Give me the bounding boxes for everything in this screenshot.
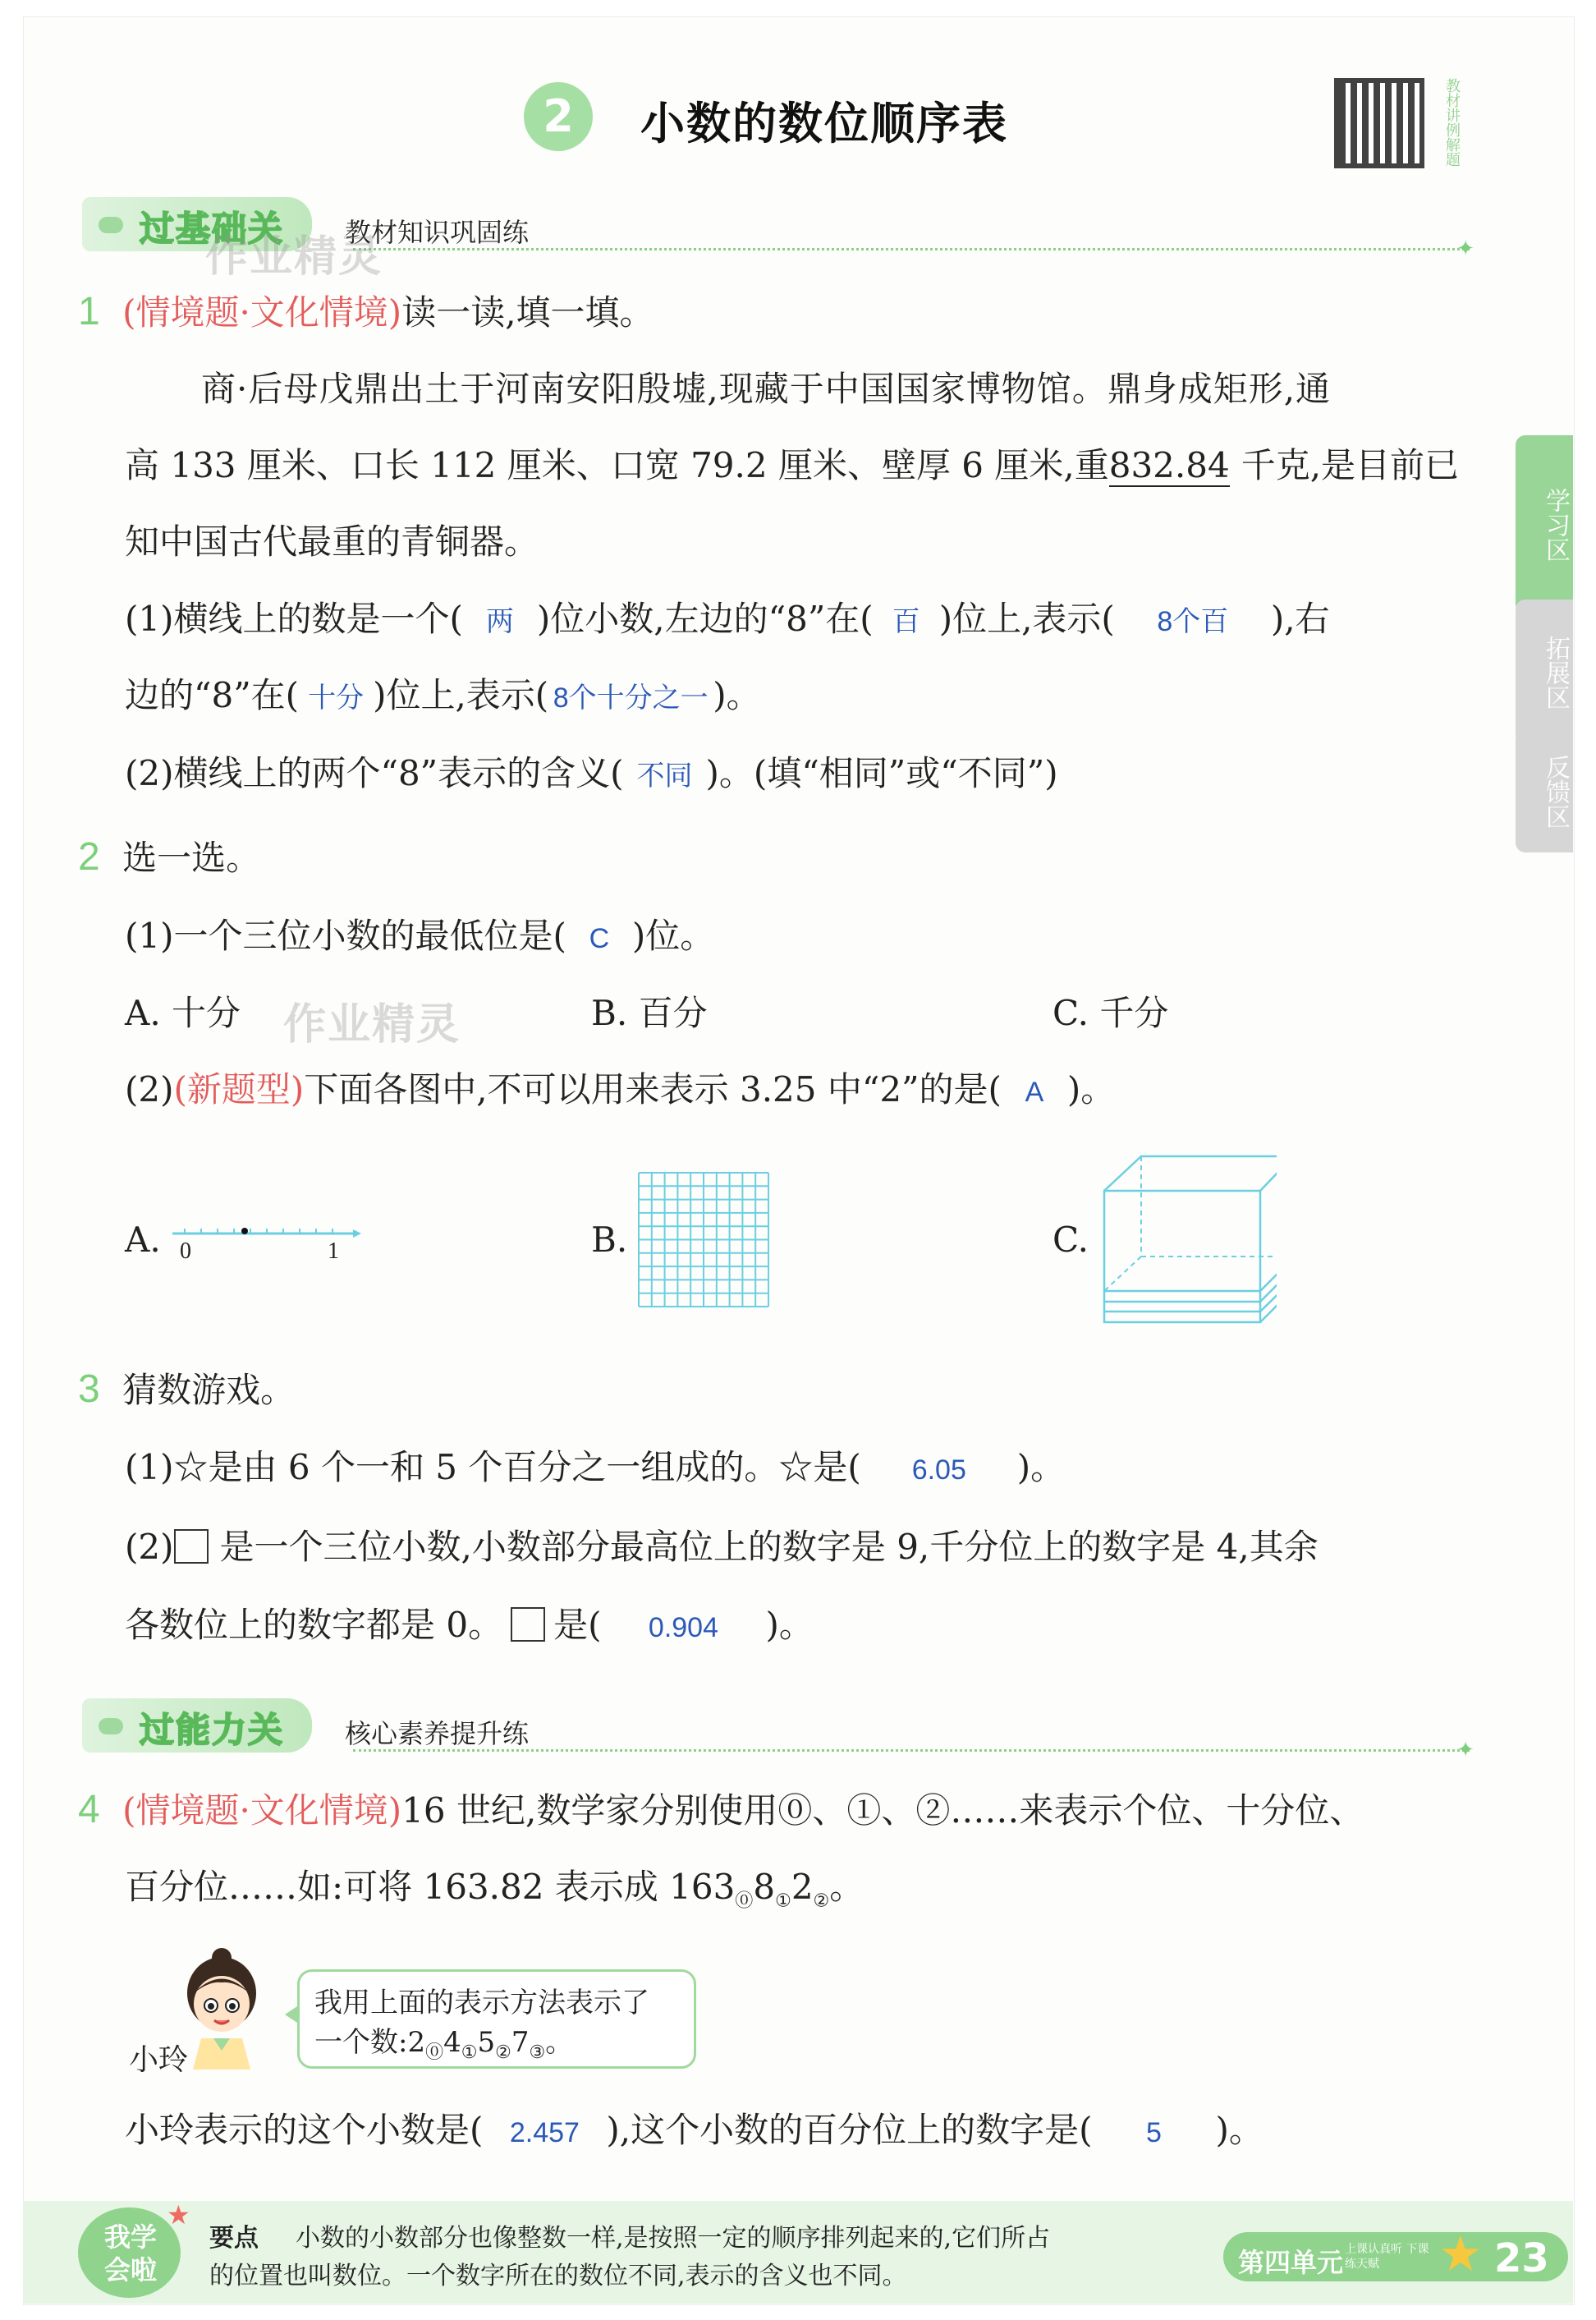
text: 千克,是目前已 bbox=[1241, 445, 1460, 485]
q1-paragraph-line1: 商·后母戊鼎出土于河南安阳殷墟,现藏于中国国家博物馆。鼎身成矩形,通 bbox=[201, 369, 1332, 409]
answer-blank[interactable]: A bbox=[1025, 1077, 1044, 1108]
text: 。 bbox=[545, 2026, 574, 2059]
number-line-figure bbox=[168, 1215, 365, 1265]
question-4-line2 bbox=[125, 1867, 864, 1921]
figure-b-label: B. bbox=[591, 1220, 628, 1260]
speech-bubble bbox=[297, 1969, 696, 2069]
answer-blank[interactable]: 8个十分之一 bbox=[553, 682, 709, 714]
star-icon: ✦ bbox=[1456, 237, 1474, 261]
text: 是一个三位小数,小数部分最高位上的数字是 9,千分位上的数字是 4,其余 bbox=[219, 1527, 1319, 1567]
q2-sub1 bbox=[125, 917, 714, 958]
star-icon: ✦ bbox=[1456, 1738, 1474, 1762]
q2-option-a[interactable]: A. 十分 bbox=[125, 993, 241, 1033]
text: ② bbox=[495, 2042, 511, 2063]
dots-icon bbox=[99, 217, 123, 233]
footer-badge bbox=[78, 2199, 190, 2298]
text: (1) bbox=[125, 1447, 174, 1487]
question-number: 2 bbox=[78, 835, 100, 879]
q3-sub2-line2 bbox=[125, 1606, 814, 1647]
text: )位小数,左边的“8”在( bbox=[536, 599, 874, 639]
star-icon: ★ bbox=[167, 2199, 190, 2230]
q1-sub1-line2 bbox=[125, 676, 761, 718]
text: ③ bbox=[529, 2042, 546, 2063]
qr-side-text: 教材讲例解题 bbox=[1443, 78, 1461, 167]
text: (2) bbox=[125, 1069, 174, 1109]
answer-blank[interactable]: 6.05 bbox=[911, 1454, 966, 1486]
watermark: 作业精灵 bbox=[283, 1000, 461, 1050]
text: )。 bbox=[713, 675, 761, 715]
character-name: 小玲 bbox=[129, 2043, 189, 2077]
text: 2 bbox=[791, 1867, 814, 1907]
answer-blank[interactable]: 0.904 bbox=[648, 1612, 719, 1643]
dotted-divider bbox=[353, 248, 1470, 250]
question-number: 1 bbox=[78, 290, 100, 333]
section-subtitle: 核心素养提升练 bbox=[345, 1718, 530, 1749]
key-point-line1: 小数的小数部分也像整数一样,是按照一定的顺序排列起来的,它们所占 bbox=[296, 2224, 1051, 2253]
question-tag: (新题型) bbox=[173, 1069, 305, 1109]
side-tab-extend[interactable]: 拓展区 bbox=[1516, 600, 1573, 746]
key-point-line2: 的位置也叫数位。一个数字所在的数位不同,表示的含义也不同。 bbox=[209, 2262, 907, 2290]
side-tab-feedback[interactable]: 反馈区 bbox=[1516, 731, 1573, 852]
answer-blank[interactable]: 十分 bbox=[308, 682, 365, 714]
square-icon bbox=[174, 1529, 209, 1564]
character-avatar bbox=[177, 1948, 267, 2071]
number-line-label-0: 0 bbox=[180, 1238, 191, 1264]
text: 是( bbox=[553, 1605, 602, 1645]
answer-blank[interactable]: 2.457 bbox=[509, 2117, 580, 2148]
q2-option-b[interactable]: B. 百分 bbox=[591, 993, 708, 1033]
figure-a-label: A. bbox=[125, 1220, 161, 1260]
section-title: 过基础关 bbox=[140, 209, 285, 249]
q1-paragraph-line2 bbox=[125, 446, 1459, 485]
text: 8 bbox=[753, 1867, 776, 1907]
text: (2) bbox=[125, 1527, 174, 1567]
text: 4 bbox=[443, 2026, 461, 2059]
text: 是由 6 个一和 5 个百分之一组成的。 bbox=[208, 1447, 779, 1487]
q1-sub1-line1 bbox=[125, 600, 1330, 641]
question-prompt: 16 世纪,数学家分别使用⓪、①、②……来表示个位、十分位、 bbox=[401, 1790, 1364, 1831]
number-line-label-1: 1 bbox=[328, 1238, 339, 1264]
text: ① bbox=[775, 1890, 791, 1912]
footer-badge-text: 我学会啦 bbox=[103, 2221, 157, 2286]
figure-c-label: C. bbox=[1053, 1220, 1089, 1260]
text: (1)横线上的数是一个( bbox=[125, 599, 463, 639]
question-1-lead bbox=[78, 292, 654, 333]
dots-icon bbox=[99, 1718, 123, 1734]
text: (1)一个三位小数的最低位是( bbox=[125, 916, 566, 956]
page-number: 23 bbox=[1494, 2235, 1549, 2281]
section-banner-ability bbox=[82, 1698, 1474, 1762]
unit-slogan: 上课认真听 下课练天赋 bbox=[1345, 2243, 1429, 2271]
question-4-line1 bbox=[78, 1790, 1364, 1831]
cube-figure bbox=[1096, 1150, 1277, 1335]
text: )。 bbox=[765, 1605, 814, 1645]
underlined-number: 832.84 bbox=[1108, 445, 1230, 485]
q1-paragraph-line3: 知中国古代最重的青铜器。 bbox=[125, 521, 539, 562]
text: ⓪ bbox=[425, 2042, 444, 2063]
text: 7 bbox=[511, 2026, 530, 2059]
text: )位。 bbox=[631, 916, 715, 956]
answer-blank[interactable]: 不同 bbox=[636, 760, 693, 792]
answer-blank[interactable]: 8个百 bbox=[1157, 606, 1229, 637]
bubble-line1: 我用上面的表示方法表示了 bbox=[314, 1987, 649, 2019]
text: 。 bbox=[829, 1867, 864, 1907]
answer-blank[interactable]: C bbox=[589, 923, 610, 954]
dotted-divider bbox=[353, 1749, 1470, 1752]
question-number: 4 bbox=[78, 1788, 100, 1831]
text: ),右 bbox=[1270, 599, 1330, 639]
q3-sub1 bbox=[125, 1448, 1065, 1490]
text: ⓪ bbox=[735, 1890, 754, 1912]
question-2-lead bbox=[78, 835, 261, 879]
text: 百分位……如:可将 163.82 表示成 163 bbox=[125, 1867, 736, 1907]
question-prompt: 读一读,填一填。 bbox=[401, 292, 654, 333]
text: 边的“8”在( bbox=[125, 675, 300, 715]
text: )。 bbox=[1066, 1069, 1116, 1109]
unit-label: 第四单元 bbox=[1238, 2247, 1344, 2278]
page-title: 小数的数位顺序表 bbox=[640, 98, 1008, 149]
answer-blank[interactable]: 百 bbox=[892, 606, 920, 637]
answer-blank[interactable]: 两 bbox=[485, 606, 514, 637]
mascot-star-icon: ★ bbox=[1438, 2226, 1483, 2283]
question-tag: (情境题·文化情境) bbox=[122, 292, 402, 333]
text: 一个数:2 bbox=[314, 2026, 426, 2059]
text: )。 bbox=[1016, 1447, 1066, 1487]
qr-code-icon[interactable] bbox=[1334, 78, 1424, 168]
text: 各数位上的数字都是 0。 bbox=[125, 1605, 503, 1645]
q3-sub2-line1 bbox=[125, 1528, 1319, 1567]
text: ),这个小数的百分位上的数字是( bbox=[606, 2110, 1093, 2150]
question-3-lead bbox=[78, 1367, 296, 1411]
key-point-label: 要点 bbox=[209, 2224, 259, 2253]
question-tag: (情境题·文化情境) bbox=[122, 1790, 402, 1831]
section-subtitle: 教材知识巩固练 bbox=[345, 217, 530, 248]
star-icon: ☆ bbox=[778, 1447, 814, 1487]
square-icon bbox=[511, 1607, 545, 1642]
text: 5 bbox=[477, 2026, 496, 2059]
number-line-point bbox=[241, 1228, 248, 1234]
answer-blank[interactable]: 5 bbox=[1146, 2117, 1162, 2148]
text: 是( bbox=[813, 1447, 861, 1487]
hundred-grid-figure bbox=[636, 1170, 773, 1310]
section-title: 过能力关 bbox=[140, 1710, 285, 1750]
q2-sub2 bbox=[125, 1070, 1115, 1112]
bubble-tail bbox=[285, 2005, 300, 2024]
q1-sub2 bbox=[125, 754, 1058, 796]
q2-option-c[interactable]: C. 千分 bbox=[1053, 993, 1169, 1033]
question-4-answer-line bbox=[125, 2111, 1264, 2152]
bubble-line2 bbox=[314, 2019, 573, 2064]
text: )位上,表示( bbox=[938, 599, 1115, 639]
text: )。(填“相同”或“不同”) bbox=[705, 753, 1058, 793]
star-icon: ☆ bbox=[173, 1447, 209, 1487]
question-prompt: 猜数游戏。 bbox=[122, 1370, 296, 1410]
text: 小玲表示的这个小数是( bbox=[125, 2110, 484, 2150]
lesson-number-badge: 2 bbox=[524, 82, 593, 151]
text: 高 133 厘米、口长 112 厘米、口宽 79.2 厘米、壁厚 6 厘米,重 bbox=[125, 445, 1109, 485]
question-prompt: 选一选。 bbox=[122, 838, 261, 878]
text: ① bbox=[461, 2042, 478, 2063]
text: 下面各图中,不可以用来表示 3.25 中“2”的是( bbox=[304, 1069, 1002, 1109]
watermark: 作业精灵 bbox=[205, 232, 383, 282]
text: )。 bbox=[1215, 2110, 1264, 2150]
text: ② bbox=[813, 1890, 830, 1912]
text: (2)横线上的两个“8”表示的含义( bbox=[125, 753, 624, 793]
text: )位上,表示( bbox=[373, 675, 549, 715]
side-tab-study[interactable]: 学习区 bbox=[1516, 435, 1573, 614]
question-number: 3 bbox=[78, 1367, 100, 1411]
unit-tag bbox=[1223, 2226, 1568, 2283]
